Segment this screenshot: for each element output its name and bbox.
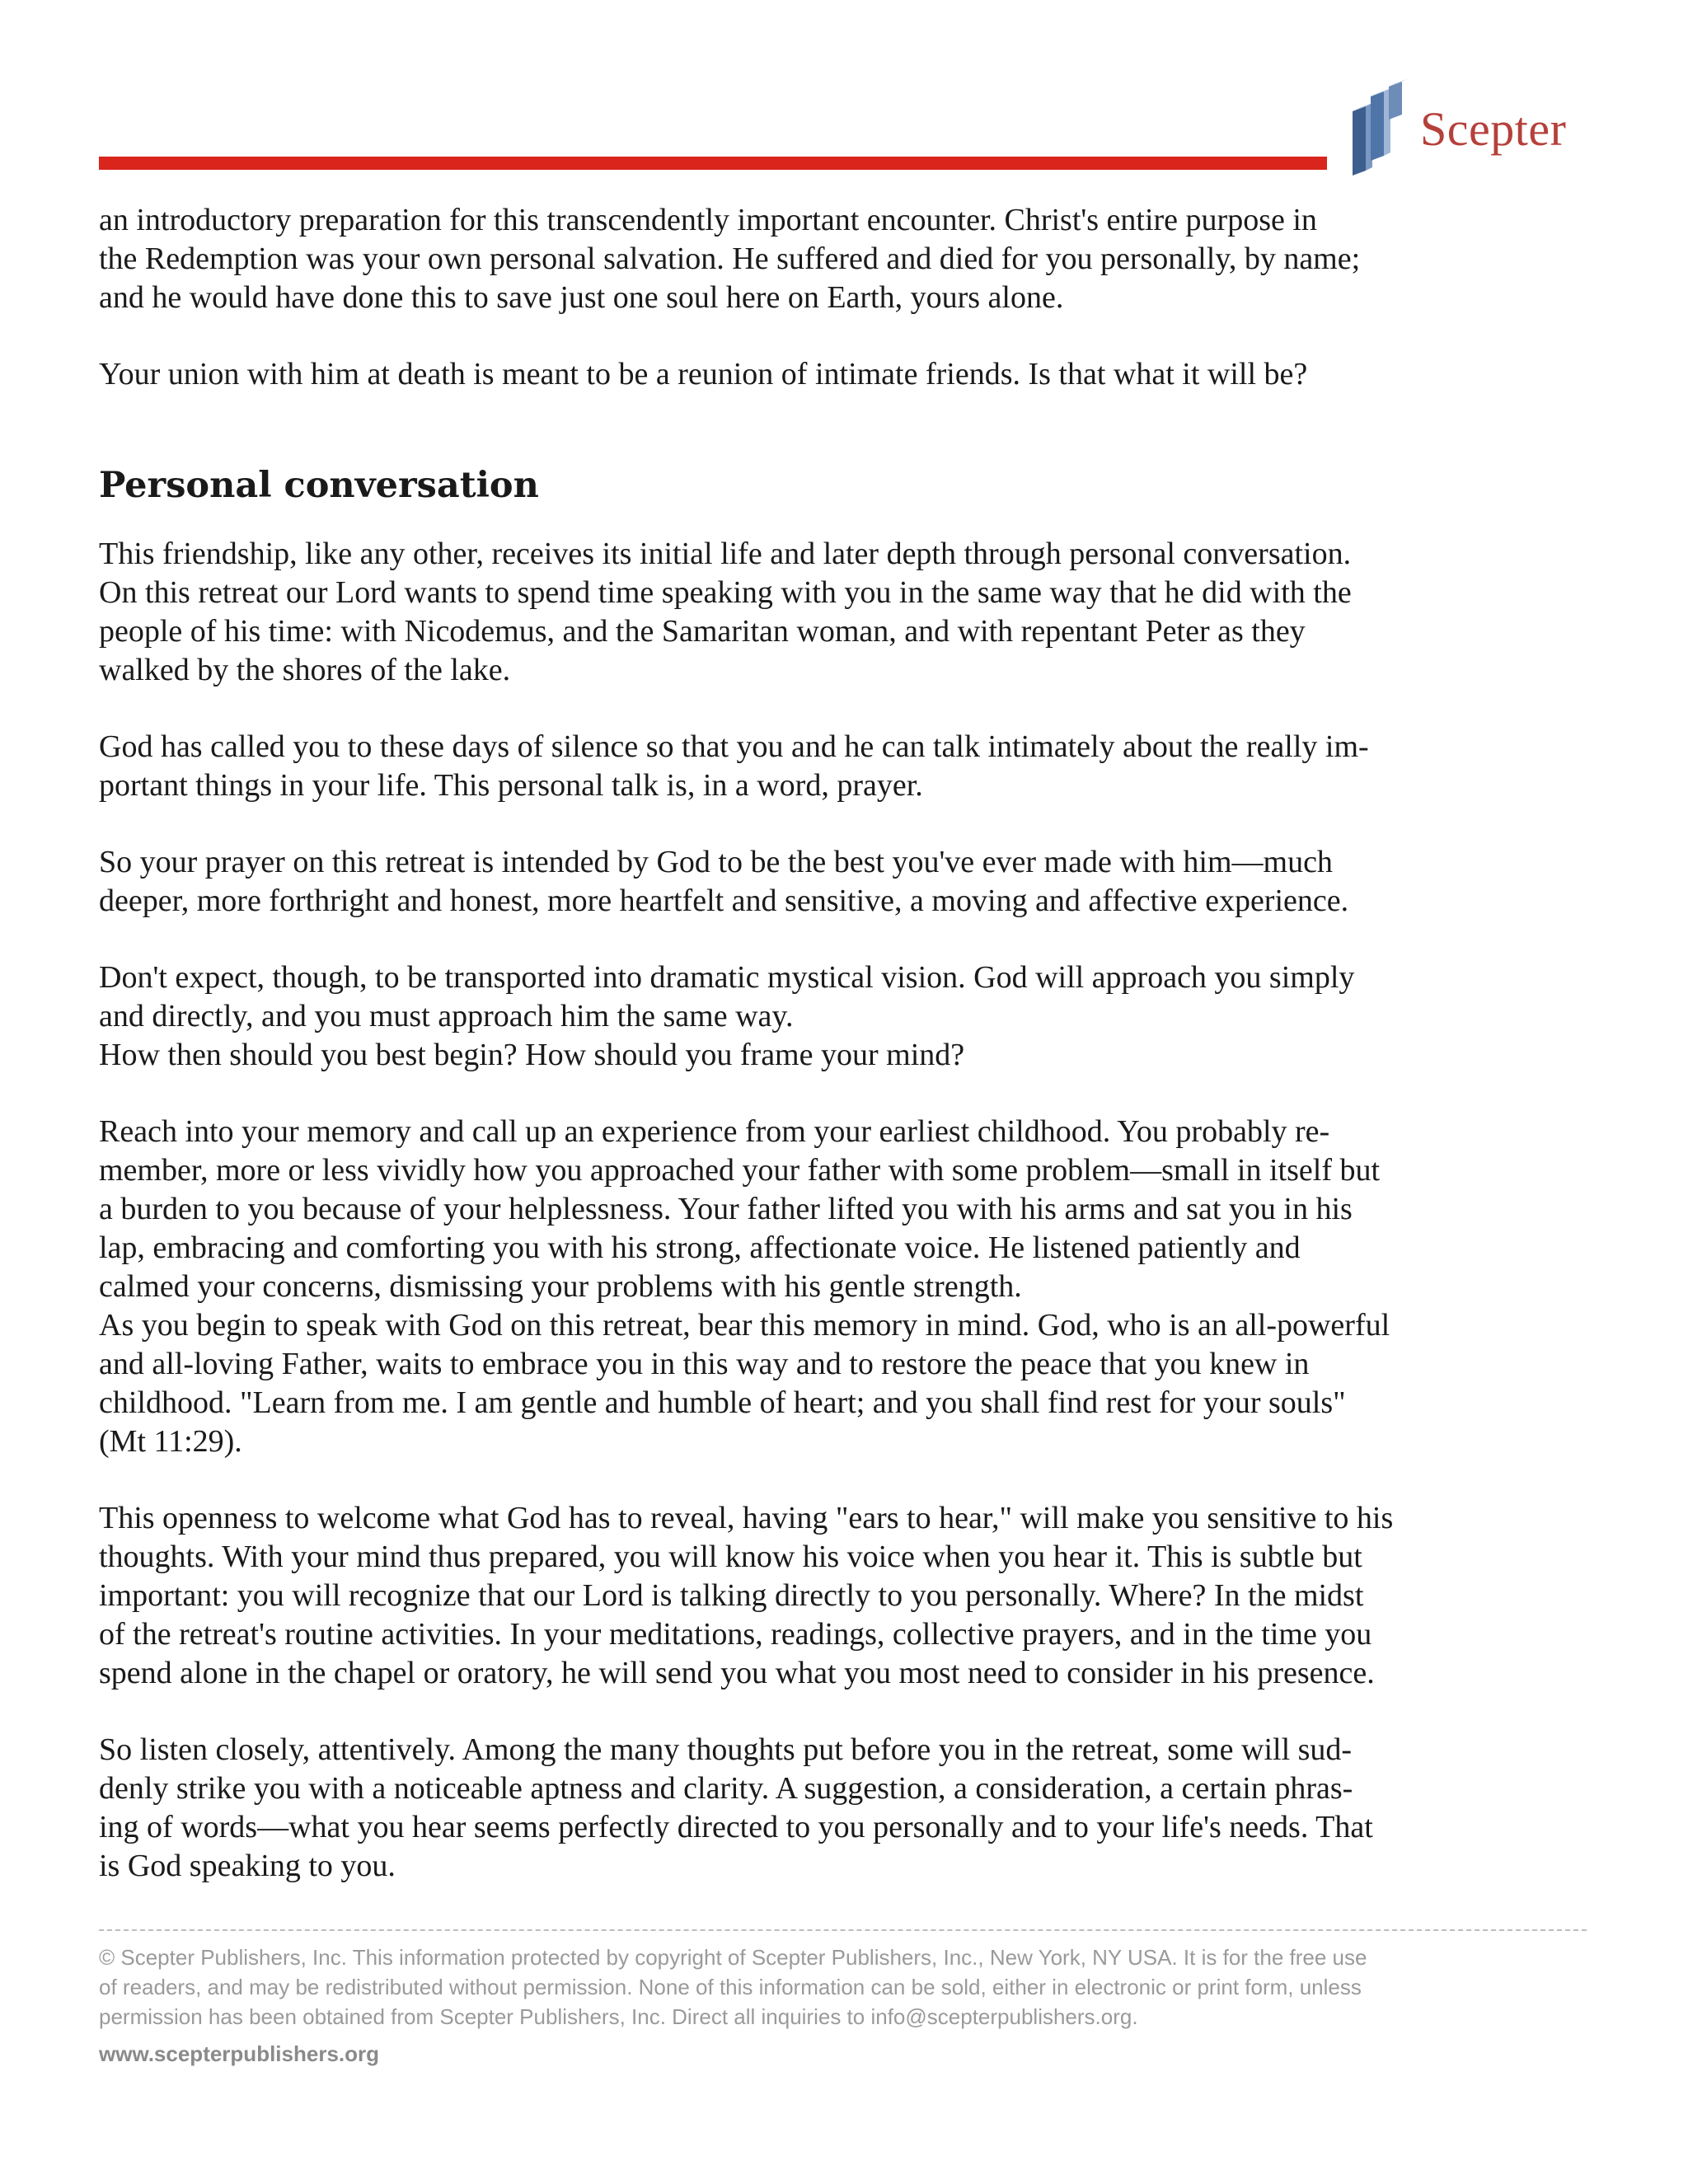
logo-wordmark: Scepter [1420,102,1567,156]
body-paragraph: So listen closely, attentively. Among the many thoughts put before you in the retreat, some will sud- denly strike you with a noticeable aptness and clarity. A suggestion, a consideration, a certain phras- ing of words—what you hear seems perfectly directed to you personally and to your life's needs. That is God speaking to you. [99,1732,1373,1883]
page-footer [99,1929,1587,2067]
scepter-logo [1348,78,1595,177]
copyright-notice: © Scepter Publishers, Inc. This information protected by copyright of Scepter Publishers, Inc., New York, NY USA. It is for the free use of readers, and may be redistributed without permission. None of this information can be sold, either in electronic or print form, unless permission has been obtained from Scepter Publishers, Inc. Direct all inquiries to info@scepterpublishers.org. [99,1945,1367,2029]
header-red-bar [99,157,1327,170]
body-paragraph: Reach into your memory and call up an experience from your earliest childhood. You probably re- member, more or less vividly how you approached your father with some problem—small in itself but a burden to you because of your helplessness. Your father lifted you with his arms and sat you in his lap, embracing and comforting you with his strong, affectionate voice. He listened patiently and calmed your concerns, dismissing your problems with his gentle strength. As you begin to speak with God on this retreat, bear this memory in mind. God, who is an all-powerful and all-loving Father, waits to embrace you in this way and to restore the peace that you knew in childhood. "Learn from me. I am gentle and humble of heart; and you shall find rest for your souls" (Mt 11:29). [99,1114,1390,1459]
body-paragraph: God has called you to these days of silence so that you and he can talk intimately about the really im- portant things in your life. This personal talk is, in a word, prayer. [99,729,1369,803]
page-body [99,201,1591,1924]
publisher-website-link[interactable]: www.scepterpublishers.org [99,2041,380,2066]
body-paragraph: an introductory preparation for this transcendently important encounter. Christ's entire purpose in the Redemption was your own personal salvation. He suffered and died for you personally, by name; and he would have done this to save just one soul here on Earth, yours alone. [99,203,1361,315]
section-heading: Personal conversation [99,465,539,506]
body-paragraph: So your prayer on this retreat is intended by God to be the best you've ever made with him—much deeper, more forthright and honest, more heartfelt and sensitive, a moving and affective experience. [99,845,1349,918]
body-paragraph: Don't expect, though, to be transported into dramatic mystical vision. God will approach you simply and directly, and you must approach him the same way. How then should you best begin? How should you frame your mind? [99,960,1355,1072]
body-paragraph: This friendship, like any other, receives its initial life and later depth through personal conversation. On this retreat our Lord wants to spend time speaking with you in the same way that he did with the people of his time: with Nicodemus, and the Samaritan woman, and with repentant Peter as they walked by the shores of the lake. [99,537,1352,687]
body-paragraph: This openness to welcome what God has to reveal, having "ears to hear," will make you sensitive to his thoughts. With your mind thus prepared, you will know his voice when you hear it. This is subtle but important: you will recognize that our Lord is talking directly to you personally. Where? In the midst of the retreat's routine activities. In your meditations, readings, collective prayers, and in the time you spend alone in the chapel or oratory, he will send you what you most need to consider in his presence. [99,1501,1394,1690]
scepter-books-logo-icon [1348,78,1422,177]
body-paragraph: Your union with him at death is meant to be a reunion of intimate friends. Is that what it will be? [99,357,1308,391]
